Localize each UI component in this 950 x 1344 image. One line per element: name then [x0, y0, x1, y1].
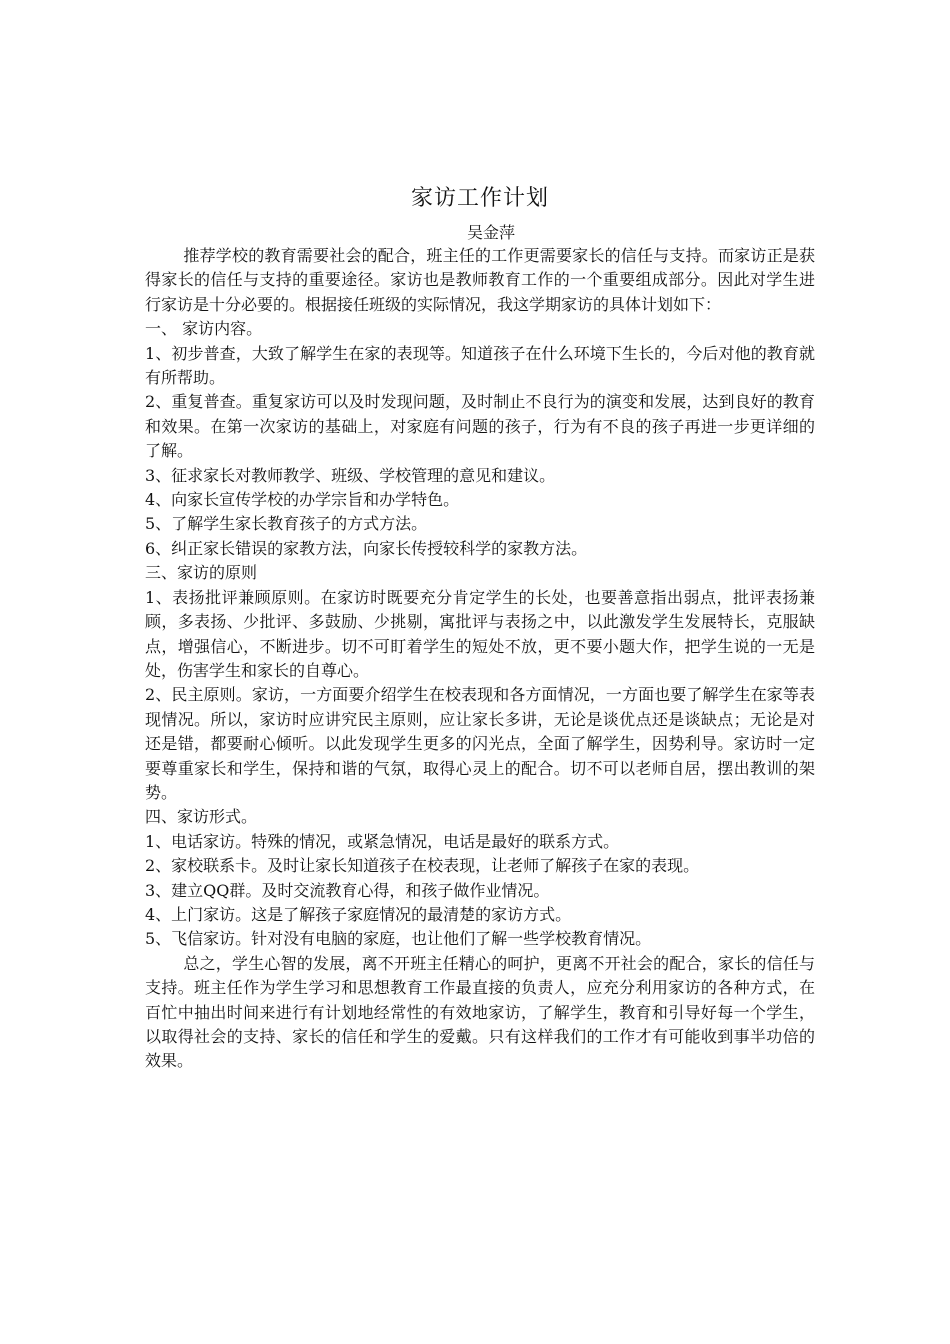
content-item-6: 6、纠正家长错误的家教方法，向家长传授较科学的家教方法。 — [145, 538, 588, 558]
principle-item-1: 1、表扬批评兼顾原则。在家访时既要充分肯定学生的长处，也要善意指出弱点，批评表扬兼顾，多表扬、少批评、多鼓励、少挑剔，寓批评与表扬之中，以此激发学生发展特长，克服缺点，增强信心，不断进步。切不可盯着学生的短处不放，更不要小题大作，把学生说的一无是处，伤害学生和家长的自尊心。 — [145, 587, 815, 680]
content-item-1: 1、初步普查，大致了解学生在家的表现等。知道孩子在什么环境下生长的，今后对他的教育就有所帮助。 — [145, 343, 815, 388]
document-title: 家访工作计划 — [410, 186, 549, 211]
content-item-5: 5、了解学生家长教育孩子的方式方法。 — [145, 514, 428, 534]
intro-paragraph: 推荐学校的教育需要社会的配合，班主任的工作更需要家长的信任与支持。而家访正是获得家长的信任与支持的重要途径。家访也是教师教育工作的一个重要组成部分。因此对学生进行家访是十分必要的。根据接任班级的实际情况，我这学期家访的具体计划如下： — [145, 246, 815, 314]
section-heading-principles: 三、家访的原则 — [145, 563, 258, 583]
conclusion-paragraph: 总之，学生心智的发展，离不开班主任精心的呵护，更离不开社会的配合，家长的信任与支持。班主任作为学生学习和思想教育工作最直接的负责人，应充分利用家访的各种方式，在百忙中抽出时间来进行有计划地经常性的有效地家访，了解学生，教育和引导好每一个学生，以取得社会的支持、家长的信任和学生的爱戴。只有这样我们的工作才有可能收到事半功倍的效果。 — [145, 953, 815, 1071]
form-item-5: 5、飞信家访。针对没有电脑的家庭，也让他们了解一些学校教育情况。 — [145, 929, 652, 949]
form-item-3: 3、建立QQ群。及时交流教育心得，和孩子做作业情况。 — [145, 880, 550, 900]
form-item-2: 2、家校联系卡。及时让家长知道孩子在校表现，让老师了解孩子在家的表现。 — [145, 856, 700, 876]
form-item-1: 1、电话家访。特殊的情况，或紧急情况，电话是最好的联系方式。 — [145, 831, 620, 851]
section-heading-forms: 四、家访形式。 — [145, 807, 258, 827]
document-body — [145, 183, 815, 1074]
content-item-3: 3、征求家长对教师教学、班级、学校管理的意见和建议。 — [145, 465, 556, 485]
principle-item-2: 2、民主原则。家访，一方面要介绍学生在校表现和各方面情况，一方面也要了解学生在家等表现情况。所以，家访时应讲究民主原则，应让家长多讲，无论是谈优点还是谈缺点；无论是对还是错，都要耐心倾听。以此发现学生更多的闪光点，全面了解学生，因势利导。家访时一定要尊重家长和学生，保持和谐的气氛，取得心灵上的配合。切不可以老师自居，摆出教训的架势。 — [145, 685, 815, 802]
content-item-2: 2、重复普查。重复家访可以及时发现问题，及时制止不良行为的演变和发展，达到良好的教育和效果。在第一次家访的基础上，对家庭有问题的孩子，行为有不良的孩子再进一步更详细的了解。 — [145, 392, 815, 461]
section-heading-content: 一、 家访内容。 — [145, 319, 263, 339]
document-author: 吴金萍 — [466, 223, 515, 242]
content-item-4: 4、向家长宣传学校的办学宗旨和办学特色。 — [145, 490, 460, 510]
form-item-4: 4、上门家访。这是了解孩子家庭情况的最清楚的家访方式。 — [145, 904, 572, 924]
